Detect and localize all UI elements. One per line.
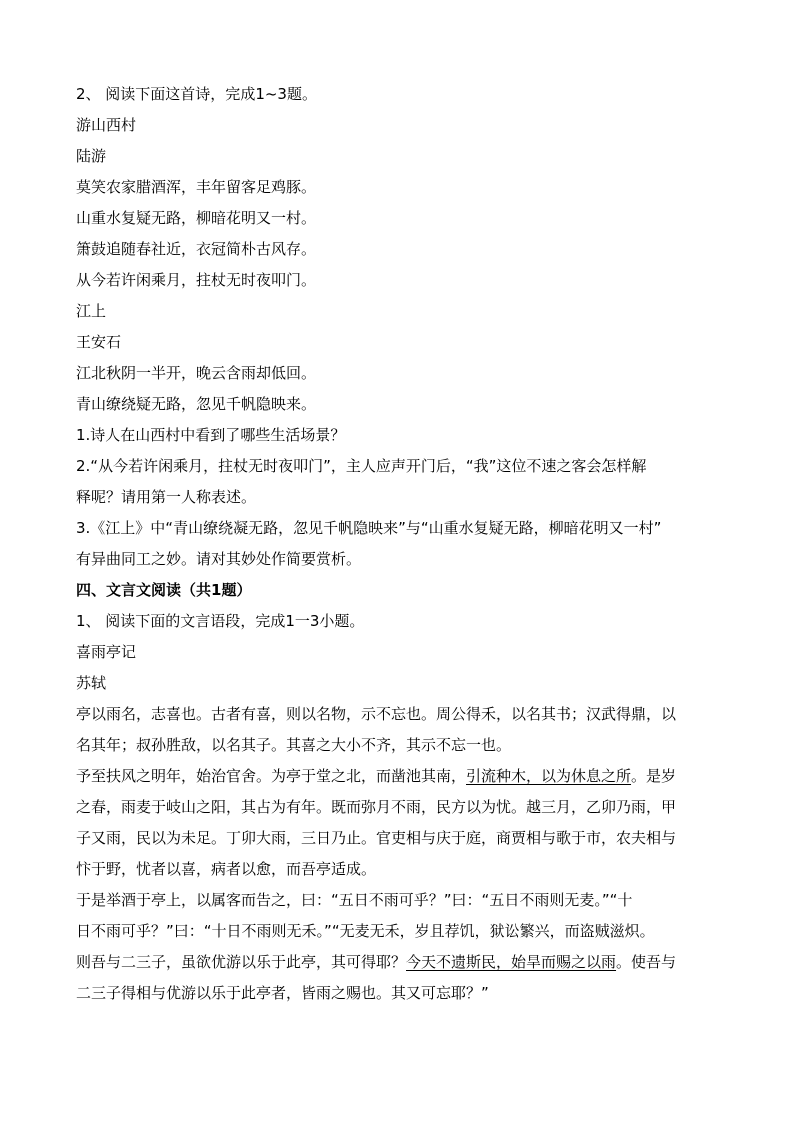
essay-p3-line: 于是举酒于亭上，以属客而告之，曰：“五日不雨可乎？”曰：“五日不雨则无麦。”“十	[76, 891, 633, 909]
essay-p1-line: 亭以雨名，志喜也。古者有喜，则以名物，示不忘也。周公得禾，以名其书；汉武得鼎，以	[76, 705, 677, 723]
poem2-title: 江上	[76, 302, 107, 320]
question-2-line1: 2.“从今若许闲乘月，拄杖无时夜叩门”，主人应声开门后，“我”这位不速之客会怎样解	[76, 457, 647, 475]
question-3-line1: 3.《江上》中“青山缭绕凝无路，忽见千帆隐映来”与“山重水复疑无路，柳暗花明又一村”	[76, 519, 662, 537]
text-run: 则吾与二三子，虽欲优游以乐于此亭，其可得耶？	[76, 953, 407, 971]
essay-p2-line: 忭于野，忧者以喜，病者以愈，而吾亭适成。	[76, 860, 377, 878]
essay-p2-line: 之春，雨麦于岐山之阳，其占为有年。既而弥月不雨，民方以为忧。越三月，乙卯乃雨，甲	[76, 798, 677, 816]
question-3-line2: 有异曲同工之妙。请对其妙处作简要赏析。	[76, 550, 362, 568]
poem1-line: 箫鼓追随春社近，衣冠简朴古风存。	[76, 240, 317, 258]
essay-p3-line	[76, 947, 736, 978]
essay-title: 喜雨亭记	[76, 643, 137, 661]
essay-p3-line: 日不雨可乎？”曰：“十日不雨则无禾。”“无麦无禾，岁且荐饥，狱讼繁兴，而盗贼滋炽。	[76, 922, 655, 940]
poem2-line: 青山缭绕疑无路，忽见千帆隐映来。	[76, 395, 317, 413]
essay-p2-line	[76, 761, 736, 792]
poem1-title: 游山西村	[76, 116, 137, 134]
poem2-line: 江北秋阴一半开，晚云含雨却低回。	[76, 364, 317, 382]
question-1: 1.诗人在山西村中看到了哪些生活场景？	[76, 426, 346, 444]
poem1-line: 山重水复疑无路，柳暗花明又一村。	[76, 209, 317, 227]
underlined-phrase: 今天不遗斯民，始旱而赐之以雨	[406, 953, 617, 971]
text-run: 予至扶风之明年，始治官舍。为亭于堂之北，而凿池其南，	[76, 767, 467, 785]
question-2-line2: 释呢？请用第一人称表述。	[76, 488, 257, 506]
text-run: 。使吾与	[616, 953, 677, 971]
essay-p3-line: 二三子得相与优游以乐于此亭者，皆雨之赐也。其又可忘耶？”	[76, 984, 489, 1002]
poem1-author: 陆游	[76, 147, 107, 165]
underlined-phrase: 引流种木，以为休息之所	[466, 767, 632, 785]
text-run: 。是岁	[631, 767, 677, 785]
essay-p1-line: 名其年；叔孙胜敌，以名其子。其喜之大小不齐，其示不忘一也。	[76, 736, 512, 754]
document-page	[76, 79, 736, 1009]
essay-author: 苏轼	[76, 674, 107, 692]
poem1-line: 莫笑农家腊酒浑，丰年留客足鸡豚。	[76, 178, 317, 196]
section-heading: 四、文言文阅读（共1题）	[76, 581, 252, 599]
poem1-line: 从今若许闲乘月，拄杖无时夜叩门。	[76, 271, 317, 289]
poem2-author: 王安石	[76, 333, 122, 351]
classical-intro: 1、 阅读下面的文言语段，完成1一3小题。	[76, 612, 365, 630]
essay-p2-line: 子又雨，民以为未足。丁卯大雨，三日乃止。官吏相与庆于庭，商贾相与歌于市，农夫相与	[76, 829, 677, 847]
question-intro: 2、 阅读下面这首诗，完成1~3题。	[76, 85, 317, 103]
